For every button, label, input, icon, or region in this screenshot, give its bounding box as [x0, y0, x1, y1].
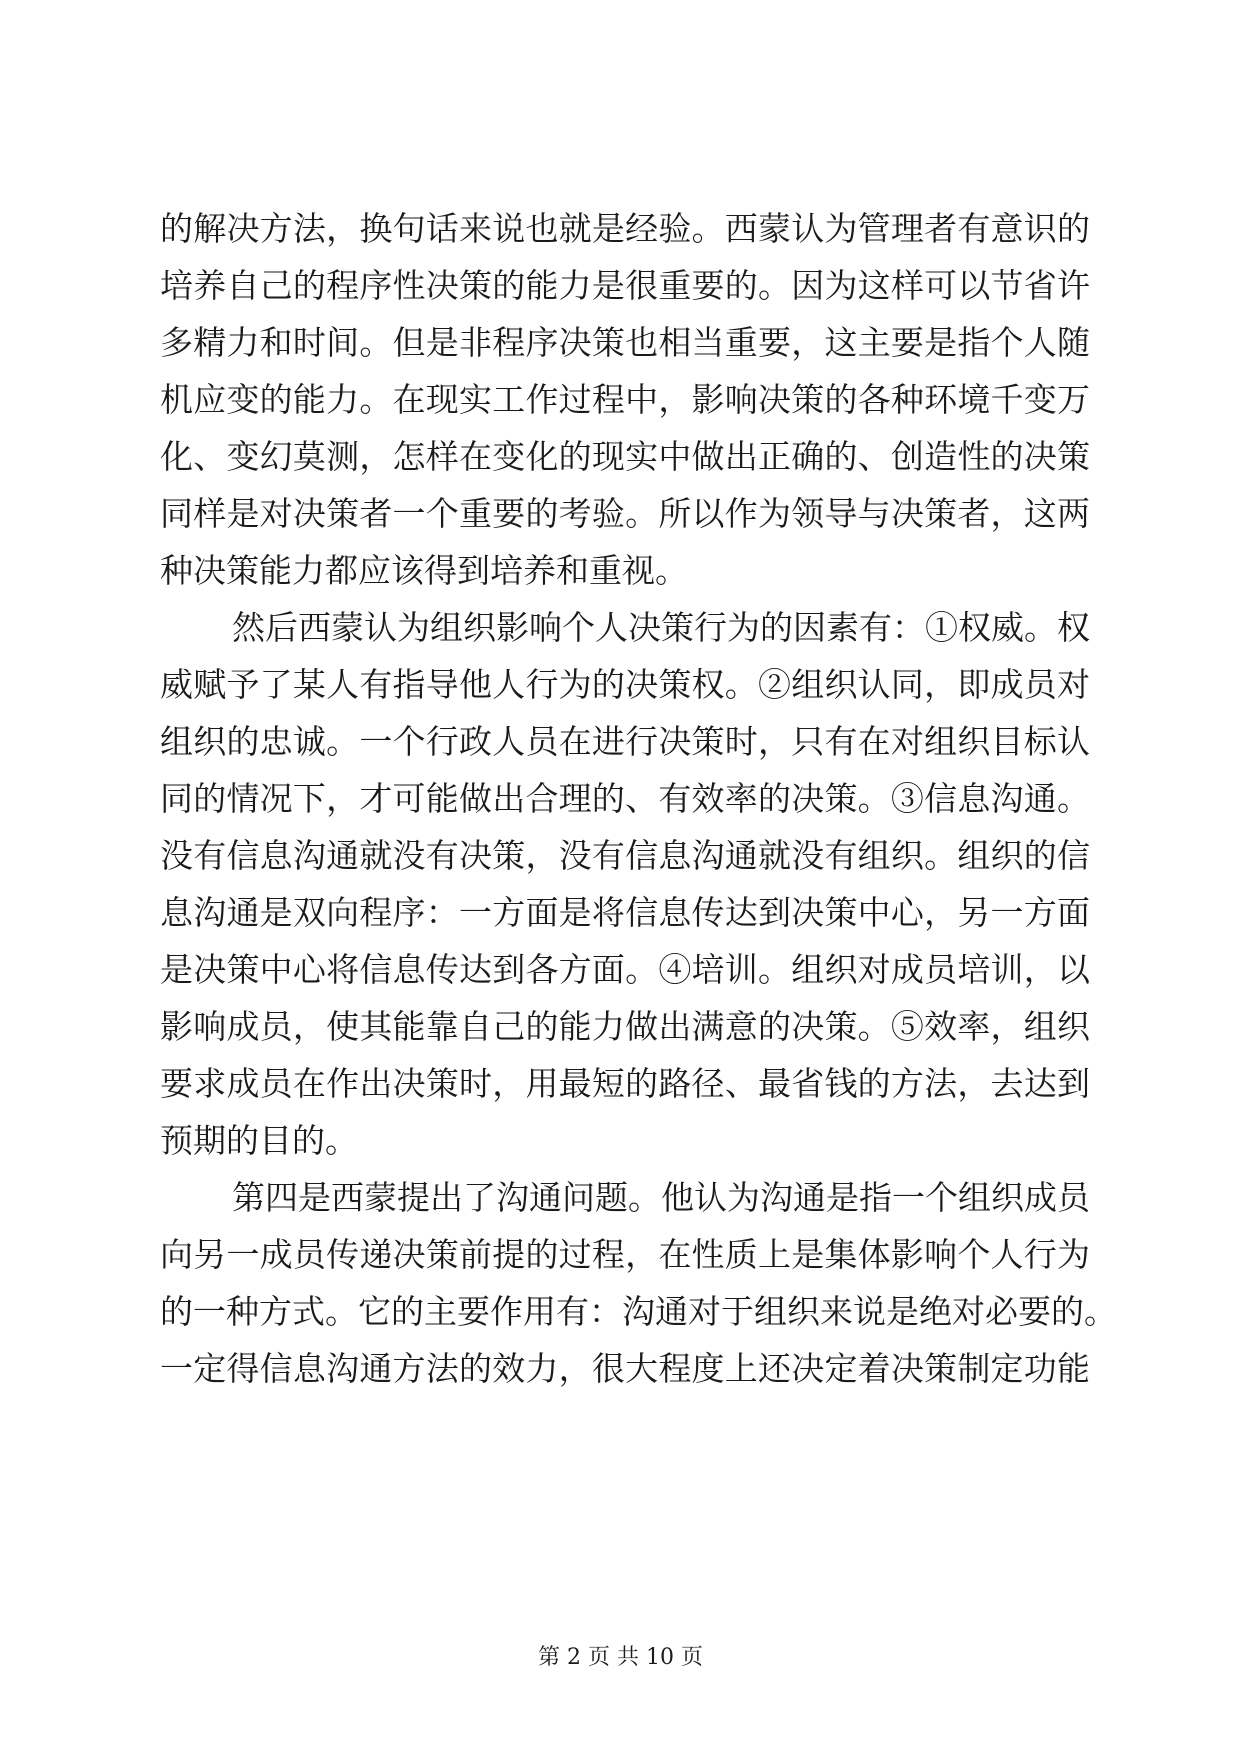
- text-line: 威赋予了某人有指导他人行为的决策权。②组织认同，即成员对: [160, 665, 1090, 704]
- paragraph-first-line: 然后西蒙认为组织影响个人决策行为的因素有：①权威。权: [232, 608, 1090, 647]
- text-line: 一定得信息沟通方法的效力，很大程度上还决定着决策制定功能: [160, 1349, 1090, 1388]
- text-line: 息沟通是双向程序：一方面是将信息传达到决策中心，另一方面: [160, 893, 1090, 932]
- text-line: 的解决方法，换句话来说也就是经验。西蒙认为管理者有意识的: [160, 209, 1090, 248]
- text-line: 的一种方式。它的主要作用有：沟通对于组织来说是绝对必要的。: [160, 1292, 1117, 1331]
- page-number-footer: 第 2 页 共 10 页: [538, 1645, 703, 1670]
- text-line: 组织的忠诚。一个行政人员在进行决策时，只有在对组织目标认: [160, 722, 1090, 761]
- paragraph-first-line: 第四是西蒙提出了沟通问题。他认为沟通是指一个组织成员: [232, 1178, 1090, 1217]
- text-line: 要求成员在作出决策时，用最短的路径、最省钱的方法，去达到: [160, 1064, 1090, 1103]
- text-line: 没有信息沟通就没有决策，没有信息沟通就没有组织。组织的信: [160, 836, 1090, 875]
- text-line: 机应变的能力。在现实工作过程中，影响决策的各种环境千变万: [160, 380, 1090, 419]
- text-line: 种决策能力都应该得到培养和重视。: [160, 551, 688, 590]
- text-line: 同的情况下，才可能做出合理的、有效率的决策。③信息沟通。: [160, 779, 1090, 818]
- text-line: 培养自己的程序性决策的能力是很重要的。因为这样可以节省许: [160, 266, 1090, 305]
- text-line: 向另一成员传递决策前提的过程，在性质上是集体影响个人行为: [160, 1235, 1090, 1274]
- text-line: 影响成员，使其能靠自己的能力做出满意的决策。⑤效率，组织: [160, 1007, 1090, 1046]
- text-line: 是决策中心将信息传达到各方面。④培训。组织对成员培训，以: [160, 950, 1090, 989]
- text-line: 同样是对决策者一个重要的考验。所以作为领导与决策者，这两: [160, 494, 1090, 533]
- text-line: 多精力和时间。但是非程序决策也相当重要，这主要是指个人随: [160, 323, 1090, 362]
- text-line: 化、变幻莫测，怎样在变化的现实中做出正确的、创造性的决策: [160, 437, 1090, 476]
- text-line: 预期的目的。: [160, 1121, 358, 1160]
